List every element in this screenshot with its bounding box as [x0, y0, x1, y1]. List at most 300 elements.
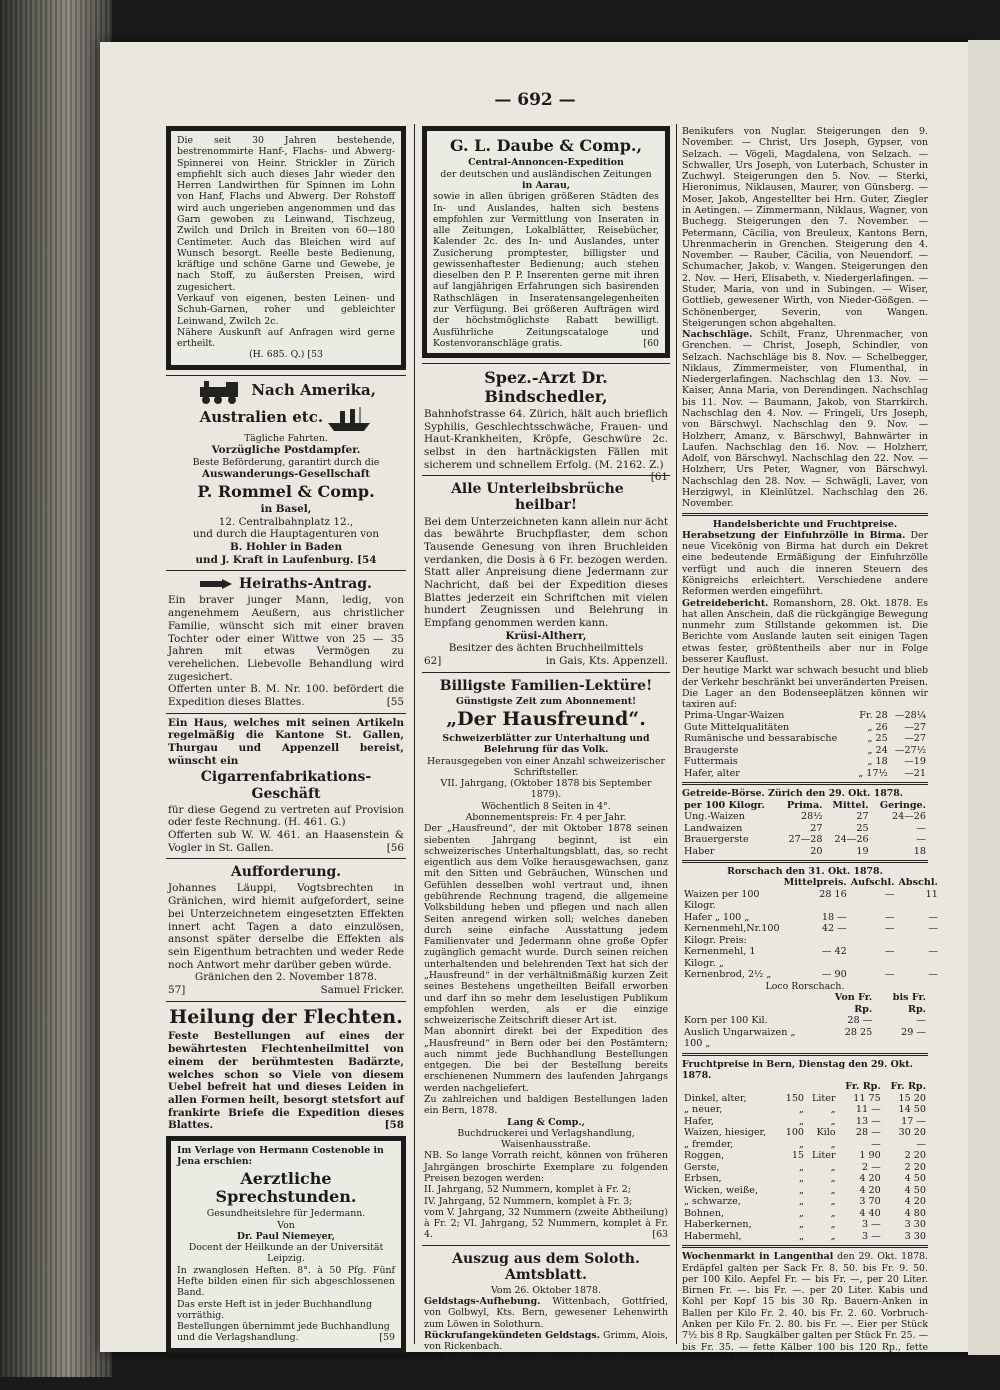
table-cell: 4 20	[859, 1184, 881, 1196]
table-cell: 20	[810, 845, 823, 857]
table-row	[682, 1139, 928, 1151]
table-cell: 3 —	[862, 1230, 881, 1242]
table-row	[682, 1116, 928, 1128]
table-cell: Korn per 100 Kil.	[684, 1015, 768, 1027]
table-cell: —27½	[894, 744, 926, 756]
loco-rorschach-table	[682, 992, 928, 1050]
amerika-ad	[166, 375, 406, 571]
table-cell	[806, 1081, 838, 1093]
table-cell: Prima.	[786, 799, 823, 811]
table-cell: Haberkernen,	[684, 1219, 752, 1231]
ad-text: B. Hohler in Baden	[229, 541, 343, 554]
table-cell: Kilo	[816, 1127, 836, 1139]
table-cell: 11 75	[853, 1092, 881, 1104]
table-row	[682, 1162, 928, 1174]
table-cell: Erbsen,	[684, 1173, 722, 1185]
section-date: Romanshorn, 28. Okt. 1878.	[773, 597, 912, 609]
cigarren-ad	[166, 713, 406, 859]
table-cell: —28¼	[894, 710, 926, 722]
ad-text: in Aarau,	[521, 179, 571, 191]
section-text: Grimm, Alois, von Rickenbach.	[424, 1330, 668, 1353]
subsection-title: Herabsetzung der Einfuhrzölle in Birma.	[682, 529, 906, 541]
ad-text: In zwanglosen Heften. 8°. à 50 Pfg. Fünf Hefte bilden einen für sich abgeschlossenen Band.	[177, 1264, 395, 1299]
table-cell: Haber	[684, 845, 715, 857]
table-cell: 3 —	[862, 1219, 881, 1231]
table-cell: Fr. Rp.	[845, 1081, 881, 1093]
table-cell: Gute Mittelqualitäten	[684, 721, 790, 733]
table-cell: „ 18	[867, 756, 888, 768]
ad-title: Aerztliche Sprechstunden.	[215, 1168, 357, 1206]
ad-title: Heiraths-Antrag.	[239, 576, 372, 593]
subsection-title: Rückrufangekündeten Geldstags.	[424, 1330, 600, 1342]
ad-text: Das erste Heft ist in jeder Buchhandlung vorräthig.	[177, 1298, 372, 1321]
table-cell: —	[916, 822, 926, 834]
pointing-hand-icon	[200, 578, 234, 590]
list-item: II. Jahrgang, 52 Nummern, komplet à Fr. 2;	[424, 1184, 631, 1196]
table-row	[682, 811, 928, 823]
signature: Krüsi-Altherr,	[505, 629, 587, 642]
table-row	[682, 1127, 928, 1139]
ad-text: Der „Hausfreund“, der mit Oktober 1878 seinen siebenten Jahrgang beginnt, ist ein schweizerisches Unterhaltungsblatt, das, so recht eigentlich aus dem Volke herausgewachsen, ganz mit den Sitten und Gebräuchen, Wünschen und Gefühlen desselben wohl vertraut und, ihnen gebührende Rechnung tragend, die allgemeine Volksbildung heben und pflegen und nach allen Seiten anregend wirken soll; welches daneben durch seine einfache Ausstattung jedem Familienvater und Jedermann ohne große Opfer zugänglich gemacht wurde. Durch seinen reichen unterhaltenden und belehrenden Text hat sich der „Hausfreund“ in der verhältnißmäßig kurzen Zeit seines Bestehens ungetheilten Beifall erworben und darf ihn so mehr dem leselustigen Publikum empfohlen werden, als er die einzige schweizerische Zeitschrift dieser Art ist.	[424, 823, 668, 1027]
ad-reference: [59	[379, 1332, 395, 1344]
subsection-title: Getreide-Börse. Zürich den 29. Okt. 1878.	[682, 788, 904, 800]
table-cell: 27	[856, 811, 869, 823]
table-row	[682, 969, 940, 981]
table-cell: Aufschl.	[850, 877, 895, 889]
table-cell: „	[799, 1161, 805, 1173]
table-cell: 17 —	[901, 1115, 926, 1127]
subsection-title: Loco Rorschach.	[765, 980, 845, 992]
table-cell: —	[871, 1138, 881, 1150]
table-cell: 30 20	[898, 1127, 926, 1139]
table-row	[682, 1015, 928, 1027]
table-row	[682, 722, 928, 734]
table-row	[682, 1173, 928, 1185]
table-cell: Habermehl,	[684, 1230, 742, 1242]
ad-text: Ein braver junger Mann, ledig, von angenehmem Aeußern, aus christlicher Familie, wünscht sich mit einer braven Tochter oder einer Wittwe von 25 — 35 Jahren mit etwas Vermögen zu verehelichen. Liebevolle Behandlung wird zugesichert.	[168, 594, 404, 683]
table-cell: 28 16	[819, 888, 847, 900]
table-cell: „ 17½	[858, 767, 888, 779]
ad-text: der deutschen und ausländischen Zeitungen	[440, 168, 652, 180]
ad-reference: [58	[384, 1119, 404, 1132]
table-cell: Mittel.	[832, 799, 869, 811]
ad-text: Wöchentlich 8 Seiten in 4°.	[481, 800, 611, 812]
section-text: Benikufers von Nuglar. Steigerungen den 9. November. — Christ, Urs Joseph, Gypser, von Selzach. — Vögeli, Magdalena, von Selzach. — Schwaller, Urs Joseph, von Luterbach, Schuster in Zuchwyl. Steigerungen den 5. Nov. — Sterki, Hieronimus, Niklausen, Maurer, von Günsberg. — Moser, Jakob, Angestellter bei Hrn. Guter, Ziegler in Aetingen. — Zimmermann, Niklaus, Wagner, von Buchegg. Steigerungen den 7. November. — Petermann, Cäcilia, von Breuleux, Kantons Bern, Uhrenmacherin in Grenchen. Steigerung den 4. November. — Rauber, Cäcilia, von Neuendorf. — Schumacher, Jakob, v. Wangen. Steigerungen den 2. Nov. — Heri, Elisabeth, v. Niedergerlafingen. — Studer, Maria, von und in Subingen. — Wiser, Gottlieb, gewesener Wirth, von Nieder-Gößgen. — Schönenberger, Severin, von Wangen. Steigerungen schon abgehalten.	[682, 126, 928, 329]
amtsblatt-section	[422, 1245, 670, 1390]
table-cell: 3 70	[859, 1196, 881, 1208]
ad-text: Offerten unter B. M. Nr. 100. befördert die Expedition dieses Blattes.	[168, 683, 404, 708]
locomotive-icon	[196, 379, 248, 405]
signature: Samuel Fricker.	[320, 983, 404, 996]
table-row	[682, 912, 940, 924]
table-cell: Kernenbrod, 2½ „	[684, 969, 772, 981]
ad-subtitle: Central-Annoncen-Expedition	[468, 157, 624, 169]
table-cell: Rumänische und bessarabische	[684, 733, 838, 745]
ad-text: sowie in allen übrigen größeren Städten des In- und Auslandes, halten sich bestens empfohlen zur Vermittlung von Inseraten in alle Zeitungen, Lokalblätter, Reisebücher, Kalender 2c. des In- und Auslandes, unter Zusicherung promptester, billigster und gewissenhaftester Bedienung; auch stehen dieselben den P. P. Inserenten gerne mit ihren auf langjährigen Erfahrungen sich basirenden Rathschlägen in Inseratensangelegenheiten zur Verfügung. Bei größeren Aufträgen wird der höchstmöglichste Rabatt bewilligt. Ausführliche Zeitungscataloge und Kostenvoranschläge gratis.	[433, 191, 659, 349]
ad-text: Von	[277, 1219, 295, 1231]
ad-heading: Billigste Familien-Lektüre!	[439, 677, 653, 694]
table-cell: 2 20	[904, 1161, 926, 1173]
table-cell: Abschl.	[898, 877, 938, 889]
section-date: Vom 26. Oktober 1878.	[491, 1284, 601, 1296]
ad-text: VII. Jahrgang, (Oktober 1878 bis September 1879).	[440, 778, 652, 801]
ad-text: Auswanderungs-Gesellschaft	[201, 467, 371, 480]
column-rule	[414, 124, 415, 1344]
section-text: Der neue Vicekönig von Birma hat durch ein Dekret eine bedeutende Ermäßigung der Einfuhrzölle verfügt und auch die inneren Steuern des Königreichs erleichtert. Verschiedene andere Reformen werden eingeführt.	[682, 529, 928, 598]
ad-title: Spez.-Arzt Dr. Bindschedler,	[484, 368, 608, 406]
column-right	[682, 126, 938, 1387]
ad-title: Aufforderung.	[230, 864, 342, 881]
table-cell: —	[928, 969, 938, 981]
table-cell: „	[830, 1230, 836, 1242]
subsection-title: Nachschläge.	[682, 329, 753, 341]
ad-text: Abonnementspreis: Fr. 4 per Jahr.	[465, 812, 627, 824]
table-cell: „	[799, 1230, 805, 1242]
table-cell: 28 25	[844, 1026, 873, 1038]
table-cell: 100	[785, 1127, 805, 1139]
table-cell: 18	[913, 845, 926, 857]
table-cell: Kernenmehl, 1 Kilogr. „	[684, 946, 756, 969]
table-cell: Braugerste	[684, 744, 739, 756]
table-cell: Waizen, hiesiger,	[684, 1127, 767, 1139]
table-cell: 11	[925, 888, 938, 900]
table-cell: 4 20	[859, 1173, 881, 1185]
table-cell: —	[916, 1015, 926, 1027]
ad-title: Nach Amerika, Australien etc.	[199, 380, 376, 426]
ad-text: Bahnhofstrasse 64. Zürich, hält auch brieflich Syphilis, Geschlechtsschwäche, Frauen- und Haut-Krankheiten, Kröpfe, Geschwüre 2c. selbst in den hartnäckigsten Fällen mit sicherem und schnellem Erfolg. (M. 2162. Z.)	[424, 407, 668, 471]
table-row	[682, 1219, 928, 1231]
author-name: Dr. Paul Niemeyer,	[236, 1230, 336, 1242]
table-cell: 28 —	[847, 1015, 873, 1027]
newspaper-page	[100, 42, 970, 1387]
table-row	[682, 1027, 928, 1050]
section-title: Handelsberichte und Fruchtpreise.	[712, 518, 898, 530]
table-cell: —	[916, 834, 926, 846]
table-cell	[682, 1081, 781, 1093]
table-cell: „ schwarze,	[684, 1196, 741, 1208]
table-cell: Ung.-Waizen	[684, 811, 745, 823]
table-cell	[781, 1081, 807, 1093]
ad-text: Feste Bestellungen auf eines der bewährtesten Flechtenheilmittel von einem der berühmtesten Badärzte, welches schon so Viele von diesem Uebel befreit hat und dieses Leiden in allen Formen heilt, besorgt stetsfort auf frankirte Briefe die Expedition dieses Blattes.	[168, 1030, 404, 1132]
ad-text: Beste Beförderung, garantirt durch die	[192, 456, 380, 468]
table-cell: „	[830, 1104, 836, 1116]
ad-title: Cigarrenfabrikations-Geschäft	[200, 769, 372, 802]
table-cell: „	[830, 1219, 836, 1231]
table-row	[682, 846, 928, 858]
ad-text: Nähere Auskunft auf Anfragen wird gerne ertheilt.	[177, 326, 395, 350]
table-cell: Kernenmehl,Nr.100 Kilogr. Preis:	[684, 923, 780, 946]
aufforderung-ad	[166, 858, 406, 1000]
table-cell: Bohnen,	[684, 1207, 725, 1219]
table-row	[682, 1196, 928, 1208]
table-cell	[682, 992, 817, 1015]
ad-reference: [63	[652, 1229, 668, 1241]
table-row	[682, 756, 928, 768]
ad-text: NB. So lange Vorrath reicht, können von früheren Jahrgängen broschirte Exemplare zu folgenden Preisen bezogen werden:	[424, 1150, 668, 1185]
table-row	[682, 710, 928, 722]
table-cell: —	[928, 923, 938, 935]
ad-text: Besitzer des ächten Bruchheilmittels	[448, 642, 644, 655]
page-number: — 692 —	[494, 90, 576, 110]
table-cell: 4 20	[904, 1196, 926, 1208]
next-page-edge	[968, 40, 1000, 1355]
romanshorn-price-table	[682, 710, 928, 779]
table-row	[682, 889, 940, 912]
ad-text: Ein Haus, welches mit seinen Artikeln regelmäßig die Kantone St. Gallen, Thurgau und Appenzell bereist, wünscht ein	[168, 716, 404, 767]
section-text: Eingaben bis 9. Dezember 1878. Tschann, Franz, Feilenhauer, von Solothurn. — Frei, Martin,	[424, 1363, 668, 1387]
table-cell: Dinkel, alter,	[684, 1092, 747, 1104]
hanf-spinnerei-ad	[166, 126, 406, 370]
table-cell: 15	[791, 1150, 805, 1162]
table-cell: —21	[904, 767, 926, 779]
section-text: Der heutige Markt war schwach besucht und blieb der Verkehr beschränkt bei unveränderten Preisen. Die Lager an den Bodenseeplätzen können wir taxiren auf:	[682, 665, 928, 711]
firm-name: Lang & Comp.,	[507, 1116, 585, 1128]
table-cell: „	[830, 1207, 836, 1219]
table-row	[682, 823, 928, 835]
rorschach-price-table	[682, 877, 940, 981]
ad-text: Gränichen den 2. November 1878.	[194, 971, 378, 984]
table-cell: 24—26	[891, 811, 926, 823]
section-text: Wittenbach, Gottfried, von Golbwyl, Kts. Bern, gewesener Lehenwirth zum Löwen in Solothurn.	[424, 1296, 668, 1330]
table-cell: per 100 Kilogr.	[684, 799, 765, 811]
table-cell: 18 —	[821, 911, 847, 923]
table-cell: „	[830, 1138, 836, 1150]
table-cell: Hafer, alter	[684, 767, 740, 779]
table-cell: Hafer „ 100 „	[684, 911, 750, 923]
table-cell: Fr. 28	[859, 710, 888, 722]
table-cell: Fr. Rp.	[890, 1081, 926, 1093]
ad-reference: [55	[386, 695, 404, 708]
table-row	[682, 923, 940, 946]
table-cell: 13 —	[855, 1115, 881, 1127]
table-cell: Roggen,	[684, 1150, 725, 1162]
subsection-title: Geldstage und Geldstagssteigerungen.	[444, 1352, 648, 1364]
ad-text: und durch die Hauptagenturen von	[192, 528, 380, 541]
ad-title: „Der Hausfreund“.	[446, 708, 646, 731]
ad-title: Alle Unterleibsbrüche heilbar!	[451, 481, 624, 514]
table-cell: —	[884, 911, 895, 923]
ad-text: Im Verlage von Hermann Costenoble in Jena erschien:	[177, 1144, 384, 1168]
table-cell: — 42	[821, 946, 847, 958]
ad-reference: [60	[643, 337, 659, 349]
ad-subtitle: Tägliche Fahrten.	[244, 432, 328, 444]
table-cell: 4 40	[859, 1207, 881, 1219]
section-text: Es hat allen Anschein, daß die rückgängige Bewegung nunmehr zum Stillstande gekommen ist. Die Berichte vom Auslande lauten seit einigen Tagen etwas fester, größtentheils aber nur in Folge besserer Kauflust.	[682, 597, 929, 665]
table-cell: 4 80	[904, 1207, 926, 1219]
table-cell: Geringe.	[879, 799, 926, 811]
table-cell: Auslich Ungarwaizen „ 100 „	[684, 1026, 796, 1050]
table-cell: —	[916, 1138, 926, 1150]
table-header-row	[682, 800, 928, 812]
section-date: den 29. Okt. 1878.	[837, 1251, 928, 1263]
zurich-boerse-table	[682, 800, 928, 858]
table-row	[682, 768, 928, 780]
section-text: Erdäpfel galten per Sack Fr. 8. 50. bis Fr. 9. 50. per 100 Kilo. Aepfel Fr. — bis Fr. —, per 20 Liter. Birnen Fr. —. bis Fr. —. per 20 Liter. Kabis und Kohl per Kopf 15 bis 30 Rp. Bauern-Anken in Ballen per Kilo Fr. 2. 40. bis Fr. 2. 60. Vorbruch-Anken per Kilo Fr. 2. 80. bis Fr. —. Eier per Stück 7½ bis 8 Rp. Saugkälber galten per Stück Fr. 25. — bis Fr. 35. — fette Kälber 100 bis 120 Rp., fette Schafe 80 bis 100 Rp. und fette Schweine 100 bis 120 Rp. per Kilo. Rindfleisch Fr. 1. 50. bis Fr. 1. 80., Speck Fr. 2. bis Fr. 2. 20, per Kilogramm.	[682, 1262, 928, 1387]
steamship-icon	[326, 405, 372, 433]
table-cell: 28 —	[855, 1127, 881, 1139]
section-text: Schilt, Franz, Uhrenmacher, von Grenchen. — Christ, Joseph, Schindler, von Selzach. Nachschläge bis 8. Nov. — Schelbegger, Niklaus, Zimmermeister, von Flumenthal, in Niedergerlafingen. Nachschlag den 13. Nov. — Kaiser, Anna Maria, von Derendingen. Nachschlag bis 11. Nov. — Baumann, Jakob, von Starrkirch. Nachschlag den 4. Nov. — Fringeli, Urs Joseph, von Bärschwyl. Nachschlag den 9. Nov. — Holzherr, Amanz, v. Bärschwyl, Bahnwärter in Laufen. Nachschlag den 16. Nov. — Holzherr, Adolf, von Bärschwyl. Nachschlag den 22. Nov. — Holzherr, Urs Peter, Wagner, von Bärschwyl. Nachschlag den 28. Nov. — Schwägli, Laver, von Herzigwyl, in Kleinlützel. Nachschlag den 26. November.	[682, 329, 928, 510]
flechten-ad	[166, 1001, 406, 1136]
ad-text: 12. Centralbahnplatz 12.,	[218, 515, 354, 528]
hausfreund-ad	[422, 672, 670, 1245]
table-cell: Hafer,	[684, 1115, 714, 1127]
table-cell: „ 25	[867, 733, 888, 745]
ad-text: Bei dem Unterzeichneten kann allein nur ächt das bewährte Bruchpflaster, dem schon Tausende Genesung von ihren Bruchleiden verdanken, die Dosis à 6 Fr. bezogen werden. Statt aller Anpreisung diene Jedermann zur Nachricht, daß bei der Expedition dieses Blattes jederzeit ein Schriftchen mit vielen hundert Zeugnissen und Belehrung in Empfang genommen werden kann.	[424, 515, 668, 630]
ad-text: in Basel,	[260, 502, 312, 515]
table-cell: „ 26	[867, 721, 888, 733]
ad-text: für diese Gegend zu vertreten auf Provision oder feste Rechnung. (H. 461. G.)	[168, 803, 404, 829]
table-cell: „	[799, 1115, 805, 1127]
table-cell: 11 —	[855, 1104, 881, 1116]
table-row	[682, 1150, 928, 1162]
sprechstunden-ad	[166, 1136, 406, 1353]
table-row	[682, 745, 928, 757]
table-cell: —	[884, 946, 895, 958]
table-cell: —	[928, 946, 938, 958]
table-cell: 2 —	[862, 1161, 881, 1173]
table-cell: 4 50	[904, 1173, 926, 1185]
table-cell: 1 90	[859, 1150, 881, 1162]
ad-text: Docent der Heilkunde an der Universität Leipzig.	[188, 1242, 384, 1265]
section-title: Auszug aus dem Soloth. Amtsblatt.	[452, 1250, 640, 1283]
ad-heading: Günstigste Zeit zum Abonnement!	[455, 695, 637, 707]
table-cell: 29 —	[901, 1026, 926, 1038]
table-cell: 3 30	[904, 1219, 926, 1231]
table-cell: 19	[856, 845, 869, 857]
ad-title: Heilung der Flechten.	[169, 1005, 403, 1028]
column-middle	[422, 126, 670, 1390]
list-item: IV. Jahrgang, 52 Nummern, komplet à Fr. 3;	[424, 1195, 633, 1207]
table-cell: „	[799, 1219, 805, 1231]
table-cell: „ 24	[867, 744, 888, 756]
ad-text: Vorzügliche Postdampfer.	[211, 443, 361, 456]
table-header-row	[682, 877, 940, 889]
ad-text: Johannes Läuppi, Vogtsbrechten in Gränichen, wird hiemit aufgefordert, seine bei Unterzeichnetem eingesetzten Effekten innert acht Tagen a dato einzulösen, ansonst später derselbe die Effekten als sein Eigenthum betrachten und weder Rede noch Antwort mehr darüber geben würde.	[168, 882, 404, 971]
table-row	[682, 733, 928, 745]
table-cell: Prima-Ungar-Waizen	[684, 710, 785, 722]
ad-text: Man abonnirt direkt bei der Expedition des „Hausfreund“ in Bern oder bei den Postämtern; auch nimmt jede Buchhandlung Bestellungen entgegen. Die bei der Bestellung bereits erschienenen Nummern des laufenden Jahrgangs werden nachgeliefert.	[424, 1026, 668, 1094]
heiraths-antrag-ad	[166, 570, 406, 712]
ad-reference: 62]	[424, 655, 442, 668]
table-cell	[682, 877, 782, 889]
table-cell: „ fremder,	[684, 1138, 734, 1150]
table-row	[682, 834, 928, 846]
table-cell: Gerste,	[684, 1161, 720, 1173]
table-cell: Wicken, weiße,	[684, 1184, 758, 1196]
ad-reference: (H. 685. Q.) [53	[248, 349, 324, 361]
table-cell: 27—28	[788, 834, 823, 846]
ad-reference: [61	[650, 471, 668, 484]
subsection-title: Fruchtpreise in Bern, Dienstag den 29. Okt. 1878.	[682, 1058, 913, 1081]
table-cell: Mittelpreis.	[783, 877, 847, 889]
table-cell: 24—26	[834, 834, 869, 846]
table-cell: —	[928, 911, 938, 923]
ad-text: und J. Kraft in Laufenburg.	[195, 553, 354, 566]
bindschedler-ad	[422, 363, 670, 484]
table-row	[682, 1208, 928, 1220]
table-cell: 4 50	[904, 1184, 926, 1196]
table-header-row	[682, 1081, 928, 1093]
ad-text: Offerten sub W. W. 461. an Haasenstein & Vogler in St. Gallen.	[168, 828, 404, 854]
table-cell: „	[799, 1104, 805, 1116]
table-cell: „ neuer,	[684, 1104, 723, 1116]
table-cell: —	[884, 969, 895, 981]
ad-reference: [56	[386, 841, 404, 854]
table-cell: — 90	[821, 969, 847, 981]
ad-text: Zu zahlreichen und baldigen Bestellungen laden ein Bern, 1878.	[424, 1094, 668, 1117]
table-cell: „	[830, 1196, 836, 1208]
subsection-title: Getreidebericht.	[682, 597, 769, 609]
table-cell: —27	[904, 733, 926, 745]
ad-reference: 57]	[168, 983, 186, 996]
table-cell: „	[830, 1173, 836, 1185]
bruch-ad	[422, 475, 670, 671]
table-cell: „	[830, 1184, 836, 1196]
table-cell: 25	[856, 822, 869, 834]
subsection-title: Rorschach den 31. Okt. 1878.	[727, 866, 883, 878]
ad-subtitle: Schweizerblätter zur Unterhaltung und Belehrung für das Volk.	[442, 733, 650, 756]
table-cell: 15 20	[898, 1092, 926, 1104]
table-row	[682, 1104, 928, 1116]
daube-ad	[422, 126, 670, 358]
table-row	[682, 1185, 928, 1197]
table-cell: Waizen per 100 Kilogr.	[684, 888, 760, 912]
table-cell: 27	[810, 822, 823, 834]
table-cell: „	[799, 1196, 805, 1208]
ad-text: Die seit 30 Jahren bestehende, bestrenommirte Hanf-, Flachs- und Abwerg-Spinnerei von Heinr. Strickler in Zürich empfiehlt sich auch dieses Jahr wieder den Herren Landwirthen für Spinnen im Lohn von Hanf, Flachs und Abwerg. Der Rohstoff wird auch ungerieben angenommen und das Garn gewoben zu Leinwand, Tischzeug, Zwilch und Drilch in Breiten von 60—180 Centimeter. Auch das Bleichen wird auf Wunsch besorgt. Reelle beste Bedienung, kräftige und schöne Garne und Gewebe, je nach Stoff, zu äußersten Preisen, wird zugesichert.	[177, 135, 395, 293]
table-cell: Brauergerste	[684, 834, 749, 846]
ad-title: G. L. Daube & Comp.,	[449, 136, 643, 155]
table-cell: „	[830, 1115, 836, 1127]
table-cell: 28½	[801, 811, 823, 823]
table-cell: Liter	[811, 1150, 836, 1162]
ad-text: in Gais, Kts. Appenzell.	[545, 655, 668, 668]
subsection-title: Geldstags-Aufhebung.	[424, 1296, 541, 1308]
table-cell: „	[799, 1138, 805, 1150]
ad-text: Bestellungen übernimmt jede Buchhandlung und die Verlagshandlung.	[177, 1321, 390, 1344]
table-cell: —27	[904, 721, 926, 733]
table-cell: „	[799, 1184, 805, 1196]
ad-text: Herausgegeben von einer Anzahl schweizerischer Schriftsteller.	[427, 755, 665, 778]
table-cell: „	[830, 1161, 836, 1173]
table-cell: Liter	[811, 1092, 836, 1104]
ad-reference: [54	[357, 553, 377, 566]
column-left	[166, 126, 406, 1358]
table-cell: 3 30	[904, 1230, 926, 1242]
bern-fruchtpreise-table	[682, 1081, 928, 1242]
column-rule	[676, 124, 677, 1344]
ad-text: Buchdruckerei und Verlagshandlung, Waisenhausstraße.	[457, 1127, 635, 1151]
ad-subtitle: Gesundheitslehre für Jedermann.	[206, 1208, 366, 1220]
table-cell: —	[884, 888, 895, 900]
table-cell: 150	[785, 1092, 805, 1104]
table-cell: „	[799, 1173, 805, 1185]
table-cell: —	[884, 923, 895, 935]
table-cell: —19	[904, 756, 926, 768]
ad-text: Verkauf von eigenen, besten Leinen- und Schuh-Garnen, roher und gebleichter Leinwand, Zwilch 2c.	[177, 292, 395, 327]
table-row	[682, 946, 940, 969]
table-cell: bis Fr. Rp.	[892, 992, 926, 1015]
book-spine	[0, 0, 112, 1377]
table-cell: 2 20	[904, 1150, 926, 1162]
table-cell: „	[799, 1207, 805, 1219]
firm-name: P. Rommel & Comp.	[197, 481, 375, 501]
table-cell: Von Fr. Rp.	[834, 992, 873, 1015]
table-row	[682, 1231, 928, 1243]
subsection-title: Wochenmarkt in Langenthal	[682, 1251, 834, 1263]
table-cell: 14 50	[898, 1104, 926, 1116]
table-cell: 42 —	[821, 923, 847, 935]
